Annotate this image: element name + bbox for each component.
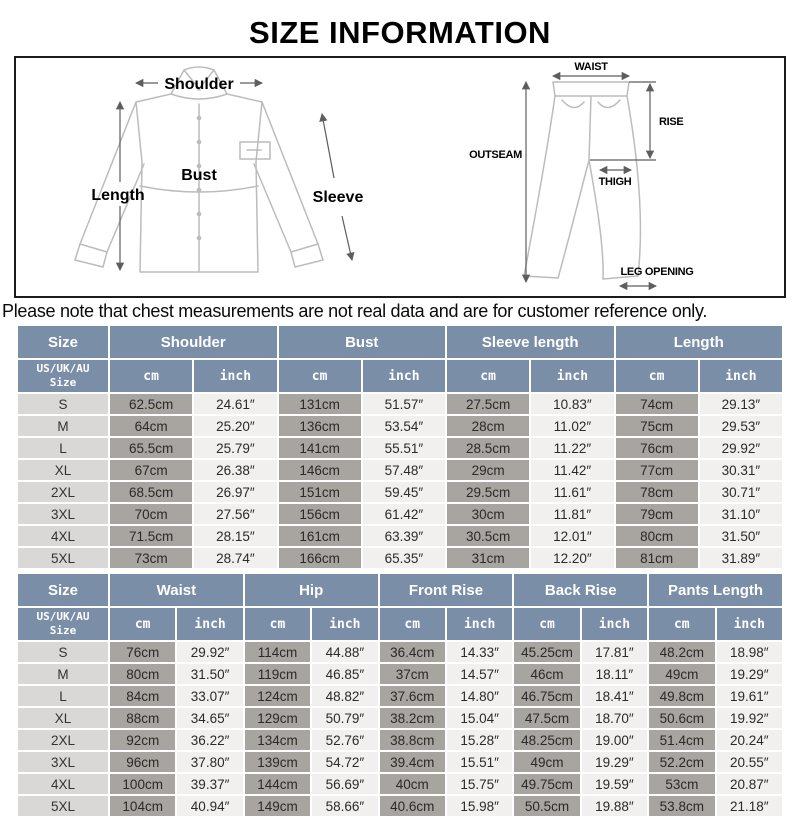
measure-cell: 18.11″ [582, 664, 647, 684]
measure-cell: 47.5cm [514, 708, 579, 728]
measure-cell: 49cm [649, 664, 714, 684]
bust-label: Bust [181, 167, 217, 184]
measure-cell: 76cm [110, 642, 175, 662]
measure-cell: 31.10″ [700, 504, 782, 524]
measure-cell: 100cm [110, 774, 175, 794]
pants-table-unit-header-row [18, 608, 782, 640]
measure-cell: 11.02″ [531, 416, 613, 436]
measure-cell: 11.42″ [531, 460, 613, 480]
measure-cell: 19.92″ [717, 708, 782, 728]
measure-cell: 25.20″ [194, 416, 276, 436]
measure-cell: 63.39″ [363, 526, 445, 546]
back-rise-group-header: Back Rise [514, 574, 647, 606]
measure-cell: 14.33″ [447, 642, 512, 662]
table-row [18, 394, 782, 414]
measure-cell: 61.42″ [363, 504, 445, 524]
measure-cell: 15.51″ [447, 752, 512, 772]
measure-cell: 81cm [616, 548, 698, 568]
measure-cell: 131cm [279, 394, 361, 414]
size-cell: 2XL [18, 730, 108, 750]
page-title: SIZE INFORMATION [249, 15, 551, 50]
measure-cell: 48.82″ [312, 686, 377, 706]
waist-group-header: Waist [110, 574, 243, 606]
shoulder-group-header: Shoulder [110, 326, 277, 358]
size-cell: L [18, 438, 108, 458]
measure-cell: 139cm [245, 752, 310, 772]
measure-cell: 26.38″ [194, 460, 276, 480]
measure-cell: 30.31″ [700, 460, 782, 480]
measure-cell: 46.85″ [312, 664, 377, 684]
measure-cell: 36.22″ [177, 730, 242, 750]
measure-cell: 26.97″ [194, 482, 276, 502]
measure-cell: 49.75cm [514, 774, 579, 794]
shirt-diagram [16, 58, 376, 296]
size-cell: M [18, 416, 108, 436]
measure-cell: 53.8cm [649, 796, 714, 816]
measure-cell: 149cm [245, 796, 310, 816]
measure-cell: 136cm [279, 416, 361, 436]
size-cell: 2XL [18, 482, 108, 502]
measure-cell: 20.87″ [717, 774, 782, 794]
measure-cell: 31.50″ [177, 664, 242, 684]
measure-cell: 18.98″ [717, 642, 782, 662]
measure-cell: 29cm [447, 460, 529, 480]
size-cell: S [18, 642, 108, 662]
measure-cell: 58.66″ [312, 796, 377, 816]
measure-cell: 27.56″ [194, 504, 276, 524]
measure-cell: 37.80″ [177, 752, 242, 772]
measure-cell: 50.79″ [312, 708, 377, 728]
measure-cell: 33.07″ [177, 686, 242, 706]
table-row [18, 526, 782, 546]
pants-diagram [376, 58, 784, 296]
measure-cell: 124cm [245, 686, 310, 706]
measure-cell: 45.25cm [514, 642, 579, 662]
unit-inch-header: inch [363, 360, 445, 392]
size-cell: XL [18, 708, 108, 728]
pants-size-table [16, 572, 784, 818]
unit-cm-header: cm [616, 360, 698, 392]
measure-cell: 50.6cm [649, 708, 714, 728]
measure-cell: 48.25cm [514, 730, 579, 750]
unit-cm-header: cm [279, 360, 361, 392]
measure-cell: 10.83″ [531, 394, 613, 414]
table-row [18, 796, 782, 816]
table-row [18, 416, 782, 436]
unit-inch-header: inch [447, 608, 512, 640]
measure-cell: 38.2cm [380, 708, 445, 728]
measure-cell: 19.88″ [582, 796, 647, 816]
measure-cell: 17.81″ [582, 642, 647, 662]
measure-cell: 119cm [245, 664, 310, 684]
measure-cell: 53cm [649, 774, 714, 794]
measure-cell: 31.89″ [700, 548, 782, 568]
region-line2: Size [49, 624, 77, 637]
measure-cell: 67cm [110, 460, 192, 480]
unit-inch-header: inch [312, 608, 377, 640]
measure-cell: 51.4cm [649, 730, 714, 750]
measure-cell: 156cm [279, 504, 361, 524]
size-column-header: Size [18, 326, 108, 358]
unit-inch-header: inch [700, 360, 782, 392]
unit-cm-header: cm [447, 360, 529, 392]
unit-inch-header: inch [194, 360, 276, 392]
measure-cell: 96cm [110, 752, 175, 772]
measure-cell: 59.45″ [363, 482, 445, 502]
table-row [18, 548, 782, 568]
measure-cell: 18.70″ [582, 708, 647, 728]
measure-cell: 37cm [380, 664, 445, 684]
measure-cell: 46.75cm [514, 686, 579, 706]
measure-cell: 129cm [245, 708, 310, 728]
measure-cell: 161cm [279, 526, 361, 546]
measure-cell: 134cm [245, 730, 310, 750]
measure-cell: 28.15″ [194, 526, 276, 546]
size-cell: 4XL [18, 774, 108, 794]
size-cell: L [18, 686, 108, 706]
measure-cell: 114cm [245, 642, 310, 662]
measure-cell: 29.5cm [447, 482, 529, 502]
measure-cell: 46cm [514, 664, 579, 684]
length-group-header: Length [616, 326, 783, 358]
measure-cell: 80cm [110, 664, 175, 684]
pants-table-group-header-row [18, 574, 782, 606]
measure-cell: 30.5cm [447, 526, 529, 546]
table-row [18, 438, 782, 458]
measure-cell: 12.01″ [531, 526, 613, 546]
measure-cell: 11.81″ [531, 504, 613, 524]
measure-cell: 28.74″ [194, 548, 276, 568]
unit-cm-header: cm [245, 608, 310, 640]
measure-cell: 78cm [616, 482, 698, 502]
size-cell: 3XL [18, 504, 108, 524]
measure-cell: 20.55″ [717, 752, 782, 772]
thigh-label: THIGH [598, 176, 632, 188]
unit-inch-header: inch [177, 608, 242, 640]
measure-cell: 28.5cm [447, 438, 529, 458]
measure-cell: 48.2cm [649, 642, 714, 662]
unit-inch-header: inch [531, 360, 613, 392]
region-size-header [18, 360, 108, 392]
measure-cell: 39.4cm [380, 752, 445, 772]
measure-cell: 34.65″ [177, 708, 242, 728]
measure-cell: 80cm [616, 526, 698, 546]
measure-cell: 40cm [380, 774, 445, 794]
outseam-label: OUTSEAM [469, 149, 522, 161]
measure-cell: 29.13″ [700, 394, 782, 414]
shirt-diagram-svg [16, 58, 376, 292]
size-cell: M [18, 664, 108, 684]
measurement-diagram-box [14, 56, 786, 298]
measure-cell: 12.20″ [531, 548, 613, 568]
measure-cell: 19.00″ [582, 730, 647, 750]
table-row [18, 482, 782, 502]
measure-cell: 31.50″ [700, 526, 782, 546]
measure-cell: 18.41″ [582, 686, 647, 706]
measure-cell: 92cm [110, 730, 175, 750]
measure-cell: 15.98″ [447, 796, 512, 816]
measure-cell: 36.4cm [380, 642, 445, 662]
measure-cell: 14.57″ [447, 664, 512, 684]
measure-cell: 62.5cm [110, 394, 192, 414]
size-cell: 3XL [18, 752, 108, 772]
waist-label: WAIST [574, 61, 608, 73]
measure-cell: 15.28″ [447, 730, 512, 750]
rise-arrow [590, 82, 656, 160]
measure-cell: 146cm [279, 460, 361, 480]
table-row [18, 642, 782, 662]
sleeve-arrow [322, 114, 352, 260]
size-cell: 4XL [18, 526, 108, 546]
measure-cell: 104cm [110, 796, 175, 816]
measure-cell: 30.71″ [700, 482, 782, 502]
leg-opening-label: LEG OPENING [620, 266, 694, 278]
sleeve-length-group-header: Sleeve length [447, 326, 614, 358]
measure-cell: 49cm [514, 752, 579, 772]
rise-label: RISE [659, 116, 684, 128]
measure-cell: 84cm [110, 686, 175, 706]
measure-cell: 166cm [279, 548, 361, 568]
measure-cell: 88cm [110, 708, 175, 728]
measure-cell: 65.35″ [363, 548, 445, 568]
measure-cell: 19.29″ [717, 664, 782, 684]
table-row [18, 664, 782, 684]
region-line1: US/UK/AU [36, 610, 90, 624]
measure-cell: 29.92″ [700, 438, 782, 458]
measure-cell: 77cm [616, 460, 698, 480]
table-row [18, 460, 782, 480]
measure-cell: 54.72″ [312, 752, 377, 772]
measure-cell: 21.18″ [717, 796, 782, 816]
measure-cell: 19.59″ [582, 774, 647, 794]
pants-length-group-header: Pants Length [649, 574, 782, 606]
measure-cell: 27.5cm [447, 394, 529, 414]
shoulder-label: Shoulder [164, 76, 234, 93]
size-cell: 5XL [18, 548, 108, 568]
measure-cell: 15.04″ [447, 708, 512, 728]
measure-cell: 75cm [616, 416, 698, 436]
unit-cm-header: cm [110, 360, 192, 392]
measure-cell: 29.92″ [177, 642, 242, 662]
measure-cell: 144cm [245, 774, 310, 794]
measure-cell: 70cm [110, 504, 192, 524]
measure-cell: 11.61″ [531, 482, 613, 502]
measure-cell: 65.5cm [110, 438, 192, 458]
measure-cell: 19.29″ [582, 752, 647, 772]
region-size-header [18, 608, 108, 640]
region-line2: Size [49, 376, 77, 389]
measure-cell: 53.54″ [363, 416, 445, 436]
measure-cell: 68.5cm [110, 482, 192, 502]
reference-note: Please note that chest measurements are not real data and are for customer reference only. [2, 301, 708, 321]
measure-cell: 38.8cm [380, 730, 445, 750]
measure-cell: 40.6cm [380, 796, 445, 816]
unit-cm-header: cm [649, 608, 714, 640]
unit-cm-header: cm [380, 608, 445, 640]
measure-cell: 19.61″ [717, 686, 782, 706]
table-row [18, 504, 782, 524]
measure-cell: 15.75″ [447, 774, 512, 794]
measure-cell: 64cm [110, 416, 192, 436]
measure-cell: 37.6cm [380, 686, 445, 706]
measure-cell: 56.69″ [312, 774, 377, 794]
measure-cell: 79cm [616, 504, 698, 524]
measure-cell: 24.61″ [194, 394, 276, 414]
front-rise-group-header: Front Rise [380, 574, 513, 606]
measure-cell: 31cm [447, 548, 529, 568]
unit-cm-header: cm [514, 608, 579, 640]
size-cell: XL [18, 460, 108, 480]
unit-cm-header: cm [110, 608, 175, 640]
measure-cell: 49.8cm [649, 686, 714, 706]
table-row [18, 686, 782, 706]
table-row [18, 774, 782, 794]
measure-cell: 151cm [279, 482, 361, 502]
measure-cell: 55.51″ [363, 438, 445, 458]
measure-cell: 76cm [616, 438, 698, 458]
size-cell: 5XL [18, 796, 108, 816]
measure-cell: 71.5cm [110, 526, 192, 546]
size-column-header: Size [18, 574, 108, 606]
measure-cell: 25.79″ [194, 438, 276, 458]
measure-cell: 29.53″ [700, 416, 782, 436]
table-row [18, 730, 782, 750]
measure-cell: 14.80″ [447, 686, 512, 706]
measure-cell: 73cm [110, 548, 192, 568]
sleeve-label: Sleeve [312, 189, 364, 206]
unit-inch-header: inch [582, 608, 647, 640]
measure-cell: 51.57″ [363, 394, 445, 414]
table-row [18, 752, 782, 772]
measure-cell: 57.48″ [363, 460, 445, 480]
measure-cell: 30cm [447, 504, 529, 524]
unit-inch-header: inch [717, 608, 782, 640]
shirt-size-table [16, 324, 784, 570]
length-label: Length [91, 187, 145, 204]
measure-cell: 74cm [616, 394, 698, 414]
measure-cell: 50.5cm [514, 796, 579, 816]
region-line1: US/UK/AU [36, 362, 90, 376]
size-cell: S [18, 394, 108, 414]
measure-cell: 52.76″ [312, 730, 377, 750]
measure-cell: 44.88″ [312, 642, 377, 662]
shirt-table-unit-header-row [18, 360, 782, 392]
table-row [18, 708, 782, 728]
pants-diagram-svg [376, 58, 784, 292]
measure-cell: 20.24″ [717, 730, 782, 750]
measure-cell: 141cm [279, 438, 361, 458]
hip-group-header: Hip [245, 574, 378, 606]
bust-group-header: Bust [279, 326, 446, 358]
shirt-table-group-header-row [18, 326, 782, 358]
measure-cell: 11.22″ [531, 438, 613, 458]
measure-cell: 39.37″ [177, 774, 242, 794]
measure-cell: 28cm [447, 416, 529, 436]
measure-cell: 52.2cm [649, 752, 714, 772]
measure-cell: 40.94″ [177, 796, 242, 816]
